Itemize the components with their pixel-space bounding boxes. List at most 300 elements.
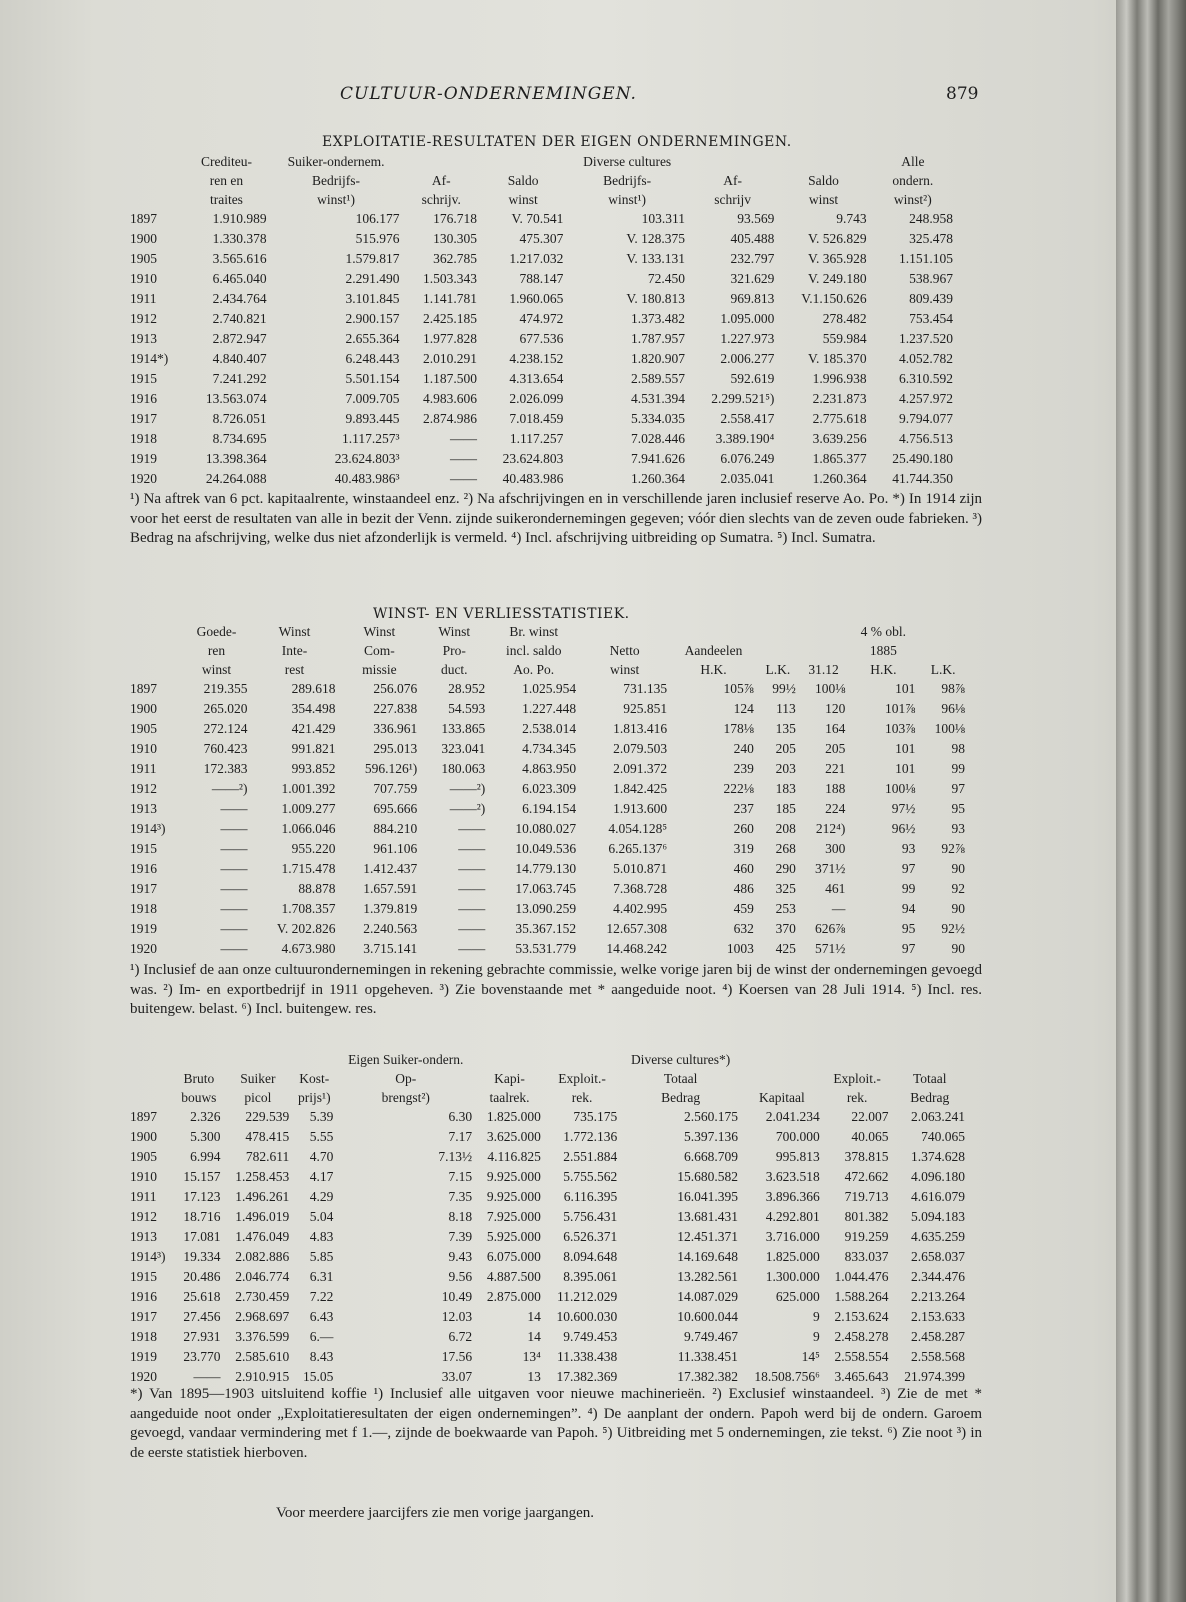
table-cell: 90: [951, 941, 965, 956]
year-cell: 1900: [130, 1129, 157, 1144]
table-cell: 6.248.443: [345, 351, 400, 366]
table-cell: 2.585.610: [235, 1349, 290, 1364]
table-cell: ——: [193, 1369, 221, 1384]
table-cell: ——: [220, 881, 248, 896]
column-header: [174, 1052, 223, 1071]
column-header: Diverse cultures*): [630, 1052, 731, 1067]
table-cell: 6.43: [309, 1309, 334, 1324]
table-cell: 4.29: [309, 1189, 334, 1204]
table-cell: 98: [951, 741, 965, 756]
table-cell: 10.600.030: [556, 1309, 618, 1324]
table-cell: 4.70: [309, 1149, 334, 1164]
table-cell: 103⅞: [884, 721, 916, 736]
year-cell: 1918: [130, 431, 157, 446]
table-cell: 4.402.995: [613, 901, 668, 916]
table-cell: 6.—: [309, 1329, 334, 1344]
table-cell: ——: [458, 861, 486, 876]
table-row: [130, 1269, 968, 1289]
column-header: [757, 624, 799, 643]
table-cell: 4.052.782: [899, 351, 953, 366]
table-cell: 9.43: [448, 1249, 473, 1264]
table-cell: 13.090.259: [515, 901, 577, 916]
table-cell: 41.744.350: [892, 471, 953, 486]
table-cell: 289.618: [291, 681, 336, 696]
table-cell: 9.893.445: [345, 411, 400, 426]
table-cell: 25.490.180: [892, 451, 953, 466]
column-header: winst: [808, 192, 839, 207]
table-cell: 336.961: [373, 721, 418, 736]
table-cell: 103.311: [641, 211, 685, 226]
table-cell: 969.813: [730, 291, 775, 306]
table-cell: 1.187.500: [423, 371, 478, 386]
year-cell: 1919: [130, 1349, 157, 1364]
table-cell: 5.85: [309, 1249, 334, 1264]
table-cell: 9: [813, 1329, 820, 1344]
table-cell: 2.875.000: [486, 1289, 541, 1304]
table-cell: 1.117.257: [509, 431, 564, 446]
table-cell: 40.483.986³: [334, 471, 400, 486]
table-cell: 1003: [726, 941, 754, 956]
column-header: Kapi-: [494, 1071, 525, 1086]
table-cell: 425: [775, 941, 796, 956]
table-cell: 7.39: [448, 1229, 473, 1244]
table-cell: 124: [733, 701, 754, 716]
table-cell: 13: [527, 1369, 541, 1384]
table-row: [130, 1169, 968, 1189]
year-cell: 1920: [130, 1369, 157, 1384]
column-header: [130, 643, 183, 662]
table-cell: 4.313.654: [509, 371, 564, 386]
table-cell: 176.718: [433, 211, 478, 226]
year-cell: 1913: [130, 331, 157, 346]
table-cell: 1.260.364: [812, 471, 867, 486]
table-cell: 2.589.557: [630, 371, 685, 386]
table-cell: 227.838: [373, 701, 418, 716]
column-header: H.K.: [700, 662, 727, 677]
table-cell: 596.126¹): [364, 761, 418, 776]
table-row: [130, 1129, 968, 1149]
header-row: [130, 173, 956, 192]
table-cell: 23.624.803: [502, 451, 564, 466]
table-cell: 459: [733, 901, 754, 916]
table-cell: 991.821: [291, 741, 336, 756]
table-cell: 405.488: [730, 231, 775, 246]
table-cell: V.1.150.626: [801, 291, 867, 306]
table-cell: 265.020: [203, 701, 248, 716]
table-cell: 486: [733, 881, 754, 896]
year-cell: 1900: [130, 701, 157, 716]
table-cell: 11.338.451: [677, 1349, 738, 1364]
table-cell: 20.486: [183, 1269, 221, 1284]
year-cell: 1912: [130, 1209, 157, 1224]
table-cell: 2.291.490: [345, 271, 400, 286]
page-edge: [1116, 0, 1186, 1602]
table-cell: 100⅛: [884, 781, 916, 796]
table-cell: 2.658.037: [911, 1249, 965, 1264]
table-cell: 2.730.459: [235, 1289, 290, 1304]
table-cell: 4.673.980: [281, 941, 336, 956]
table-cell: 92⅞: [941, 841, 965, 856]
table-cell: 239: [733, 761, 754, 776]
table-cell: 13.681.431: [677, 1209, 738, 1224]
column-header: [688, 154, 777, 173]
table-row: [130, 781, 968, 801]
table-cell: 833.037: [844, 1249, 889, 1264]
column-header: Op-: [395, 1071, 417, 1086]
column-header: Winst: [438, 624, 471, 639]
table-cell: 919.259: [844, 1229, 889, 1244]
table-cell: 884.210: [373, 821, 418, 836]
table-cell: 2.153.624: [834, 1309, 889, 1324]
column-header: Goede-: [196, 624, 237, 639]
table-cell: ——: [220, 821, 248, 836]
column-header: Exploit.-: [558, 1071, 606, 1086]
sugar-enterprises-table: [130, 1052, 968, 1389]
column-header: [480, 154, 566, 173]
column-header: Totaal: [912, 1071, 947, 1086]
column-header: Exploit.-: [833, 1071, 881, 1086]
table-cell: 5.755.562: [563, 1169, 618, 1184]
table-cell: 222⅛: [723, 781, 754, 796]
table-cell: 1.825.000: [765, 1249, 820, 1264]
table-cell: 224: [825, 801, 846, 816]
table-cell: 133.865: [441, 721, 486, 736]
table-cell: 2.344.476: [911, 1269, 965, 1284]
table-cell: 2.551.884: [563, 1149, 618, 1164]
year-cell: 1913: [130, 1229, 157, 1244]
table-cell: 4.840.407: [212, 351, 267, 366]
column-header: 31.12: [808, 662, 839, 677]
column-header: Bedrag: [910, 1090, 950, 1105]
table-cell: 1.095.000: [720, 311, 775, 326]
table-cell: 2.240.563: [363, 921, 418, 936]
column-header: [130, 662, 183, 681]
table-cell: 6.30: [448, 1109, 473, 1124]
table-cell: 2.213.264: [911, 1289, 965, 1304]
column-header: Alle: [901, 154, 925, 169]
table-cell: 24.264.088: [205, 471, 267, 486]
column-header: [130, 1052, 174, 1071]
table-row: [130, 1189, 968, 1209]
table-cell: 592.619: [730, 371, 775, 386]
table-cell: 5.04: [309, 1209, 334, 1224]
table-cell: ——²): [211, 781, 248, 796]
table-cell: 10.49: [441, 1289, 473, 1304]
table-cell: 1.787.957: [630, 331, 685, 346]
column-header: Suiker: [240, 1071, 276, 1086]
year-cell: 1918: [130, 901, 157, 916]
table-cell: 2.425.185: [423, 311, 478, 326]
table-cell: 17.123: [183, 1189, 221, 1204]
table-row: [130, 1109, 968, 1129]
table-cell: ——: [220, 801, 248, 816]
column-header: Bedrijfs-: [312, 173, 361, 188]
column-header: 4 % obl.: [860, 624, 907, 639]
table-cell: 240: [733, 741, 754, 756]
table-cell: 219.355: [203, 681, 248, 696]
table-cell: 95: [901, 921, 916, 936]
table-cell: 735.175: [573, 1109, 618, 1124]
table-cell: 1.496.019: [235, 1209, 290, 1224]
table-cell: 6.994: [190, 1149, 221, 1164]
table-cell: 23.770: [183, 1349, 221, 1364]
table-cell: 1.503.343: [423, 271, 478, 286]
table-row: [130, 431, 956, 451]
table-cell: 6.194.154: [522, 801, 577, 816]
table1-title: EXPLOITATIE-RESULTATEN DER EIGEN ONDERNEMINGEN.: [322, 134, 792, 150]
year-cell: 1905: [130, 1149, 157, 1164]
column-header: [475, 1052, 544, 1071]
table-cell: 1.217.032: [509, 251, 564, 266]
column-header: [918, 624, 968, 643]
column-header: Winst: [363, 624, 396, 639]
year-cell: 1916: [130, 1289, 157, 1304]
table-cell: 8.726.051: [212, 411, 267, 426]
table-row: [130, 1229, 968, 1249]
table-cell: 99: [901, 881, 916, 896]
table-cell: 101: [895, 681, 916, 696]
table-row: [130, 1209, 968, 1229]
column-header: [891, 1052, 968, 1071]
year-cell: 1916: [130, 861, 157, 876]
year-cell: 1905: [130, 251, 157, 266]
table-cell: 5.010.871: [613, 861, 668, 876]
column-header: [799, 624, 849, 643]
table-cell: 1.825.000: [486, 1109, 541, 1124]
year-cell: 1920: [130, 941, 157, 956]
table-row: [130, 411, 956, 431]
table-cell: 475.307: [519, 231, 564, 246]
column-header: Crediteu-: [200, 154, 252, 169]
table-cell: 3.896.366: [765, 1189, 820, 1204]
table-cell: —: [831, 901, 846, 916]
column-header: Bruto: [183, 1071, 215, 1086]
column-header: winst¹): [317, 192, 355, 207]
table-cell: 7.15: [448, 1169, 473, 1184]
year-cell: 1914³): [130, 821, 166, 836]
table-cell: 7.925.000: [486, 1209, 541, 1224]
table-cell: 1.044.476: [834, 1269, 889, 1284]
table-cell: V. 180.813: [626, 291, 685, 306]
table-row: [130, 1329, 968, 1349]
table-cell: 295.013: [373, 741, 418, 756]
table2-footnotes: ¹) Inclusief de aan onze cultuurondernemingen in rekening gebrachte commissie, welke vorige jaren bij de winst der ondernemingen gevoegd was. ²) Im- en exportbedrijf in 1911 opgeheven. ³) Zie bovenstaande met * aangeduide noot. ⁴) Koersen van 28 Juli 1914. ⁵) Incl. res. buitengew. belast. ⁶) Incl. buitengew. res.: [130, 962, 982, 1018]
table-cell: 105⅞: [723, 681, 754, 696]
column-header: L.K.: [765, 662, 791, 677]
table-cell: 14.087.029: [677, 1289, 738, 1304]
table-cell: 323.041: [441, 741, 486, 756]
column-header: missie: [362, 662, 397, 677]
table-cell: 2.046.774: [235, 1269, 290, 1284]
column-header: Pro-: [442, 643, 466, 658]
table-cell: 27.931: [183, 1329, 221, 1344]
table-cell: 97½: [891, 801, 916, 816]
table-cell: 515.976: [355, 231, 400, 246]
table-cell: 1.977.828: [423, 331, 478, 346]
table-row: [130, 1249, 968, 1269]
table-cell: 2.026.099: [509, 391, 564, 406]
table-cell: 3.623.518: [765, 1169, 820, 1184]
table-cell: 6.310.592: [899, 371, 953, 386]
table-cell: V. 185.370: [808, 351, 867, 366]
table-cell: ——: [458, 921, 486, 936]
column-header: Af-: [723, 173, 743, 188]
table-cell: 1.379.819: [363, 901, 418, 916]
column-header: [224, 1052, 293, 1071]
column-header: [130, 1090, 174, 1109]
table-cell: ——²): [449, 781, 486, 796]
table-cell: 4.83: [309, 1229, 334, 1244]
column-header: [130, 624, 183, 643]
year-cell: 1911: [130, 761, 157, 776]
table-row: [130, 371, 956, 391]
table-cell: 2.153.633: [911, 1309, 965, 1324]
table-cell: 183: [775, 781, 796, 796]
column-header: ondern.: [892, 173, 934, 188]
table-cell: 731.135: [623, 681, 668, 696]
year-cell: 1912: [130, 311, 157, 326]
table-cell: 28.952: [448, 681, 486, 696]
column-header: winst: [201, 662, 232, 677]
table-cell: 93: [901, 841, 916, 856]
table-cell: 5.55: [309, 1129, 334, 1144]
table-cell: 9.749.467: [683, 1329, 738, 1344]
table-cell: 8.18: [448, 1209, 473, 1224]
table-cell: 6.023.309: [522, 781, 577, 796]
table-cell: 97: [901, 861, 916, 876]
table-cell: 2.900.157: [345, 311, 400, 326]
table-cell: 94: [901, 901, 916, 916]
table-cell: 955.220: [291, 841, 336, 856]
header-row: [130, 662, 968, 681]
table-cell: ——: [220, 941, 248, 956]
table-cell: 801.382: [844, 1209, 889, 1224]
table-cell: 6.116.395: [563, 1189, 618, 1204]
table-cell: 538.967: [909, 271, 953, 286]
table-cell: 2.775.618: [812, 411, 867, 426]
column-header: Bedrag: [661, 1090, 701, 1105]
column-header: brengst²): [381, 1090, 430, 1105]
table-cell: 53.531.779: [515, 941, 577, 956]
year-cell: 1911: [130, 1189, 157, 1204]
table-cell: 5.39: [309, 1109, 334, 1124]
table-row: [130, 391, 956, 411]
table-cell: 93.569: [737, 211, 775, 226]
table-cell: 2.091.372: [613, 761, 668, 776]
column-header: Totaal: [663, 1071, 698, 1086]
table-cell: 229.539: [245, 1109, 290, 1124]
table-cell: 15.680.582: [677, 1169, 738, 1184]
table-cell: ——: [458, 881, 486, 896]
table-cell: 1.772.136: [563, 1129, 618, 1144]
table-cell: ——: [450, 471, 478, 486]
table-cell: 1.237.520: [899, 331, 953, 346]
table-cell: ——²): [449, 801, 486, 816]
exploitation-results-table: [130, 154, 956, 491]
table-cell: 3.376.599: [235, 1329, 290, 1344]
table-cell: 677.536: [519, 331, 564, 346]
column-header: bouws: [181, 1090, 217, 1105]
table-cell: 1.374.628: [911, 1149, 965, 1164]
table-cell: 7.009.705: [345, 391, 400, 406]
table-cell: 6.265.137⁶: [608, 841, 668, 856]
table-cell: 14: [527, 1329, 541, 1344]
table-cell: 10.049.536: [515, 841, 577, 856]
table3-footnotes: *) Van 1895—1903 uitsluitend koffie ¹) Inclusief alle uitgaven voor nieuwe machinerieën. ²) Exclusief winstaandeel. ³) Zie de met * aangeduide noot onder „Exploitatieresultaten der eigen ondernemingen”. ⁴) De aanplant der ondern. Papoh werd bij de ondern. Garoem gevoegd, vandaar vermindering met f 1.—, zijnde de boekwaarde van Papoh. ⁵) Uitbreiding met 5 ondernemingen, zie tekst. ⁶) Zie noot ³) in de eerste statistiek hierboven.: [130, 1386, 982, 1461]
table-cell: 92: [951, 881, 965, 896]
table-cell: 14⁵: [801, 1349, 820, 1364]
table-cell: 2.558.554: [834, 1349, 889, 1364]
table-cell: 14: [527, 1309, 541, 1324]
column-header: rek.: [571, 1090, 593, 1105]
table-cell: 719.713: [844, 1189, 889, 1204]
column-header: [292, 1052, 336, 1071]
table-cell: 1.960.065: [509, 291, 564, 306]
table-cell: 90: [951, 901, 965, 916]
year-cell: 1916: [130, 391, 157, 406]
column-header: schrijv: [714, 192, 752, 207]
table-cell: 6.075.000: [486, 1249, 541, 1264]
table-cell: 2.434.764: [212, 291, 267, 306]
table-cell: 15.05: [302, 1369, 334, 1384]
table-cell: 7.941.626: [630, 451, 685, 466]
table-cell: 16.041.395: [677, 1189, 738, 1204]
column-header: rest: [284, 662, 305, 677]
table-cell: 4.17: [309, 1169, 334, 1184]
table-cell: 5.756.431: [563, 1209, 618, 1224]
column-header: Saldo: [507, 173, 539, 188]
table-cell: 203: [775, 761, 796, 776]
table-cell: 27.456: [183, 1309, 221, 1324]
table-cell: 4.983.606: [423, 391, 478, 406]
table-cell: 7.35: [448, 1189, 473, 1204]
column-header: [823, 1052, 892, 1071]
table-cell: 2.063.241: [911, 1109, 965, 1124]
year-cell: 1897: [130, 681, 157, 696]
table-cell: 72.450: [647, 271, 685, 286]
table-cell: 290: [775, 861, 796, 876]
table-cell: 22.007: [851, 1109, 889, 1124]
table-cell: 3.716.000: [765, 1229, 820, 1244]
column-header: traites: [209, 192, 243, 207]
table-row: [130, 1149, 968, 1169]
year-cell: 1900: [130, 231, 157, 246]
column-header: taalrek.: [489, 1090, 530, 1105]
year-cell: 1913: [130, 801, 157, 816]
year-cell: 1920: [130, 471, 157, 486]
table-cell: ——: [220, 861, 248, 876]
table-cell: 92½: [941, 921, 965, 936]
column-header: Ao. Po.: [513, 662, 555, 677]
table-cell: 21.974.399: [904, 1369, 965, 1384]
table-cell: 478.415: [245, 1129, 290, 1144]
table-cell: 2.910.915: [235, 1369, 290, 1384]
table-cell: 13.563.074: [205, 391, 267, 406]
year-cell: 1910: [130, 1169, 157, 1184]
running-header: CULTUUR-ONDERNEMINGEN.: [340, 84, 637, 104]
table-cell: 98⅞: [941, 681, 965, 696]
table-cell: 268: [775, 841, 796, 856]
table-cell: 205: [825, 741, 846, 756]
table-cell: 461: [825, 881, 846, 896]
table-cell: 4.756.513: [899, 431, 953, 446]
table-cell: 2.082.886: [235, 1249, 290, 1264]
table-cell: 7.241.292: [212, 371, 267, 386]
table-cell: 1.865.377: [812, 451, 867, 466]
table-cell: 5.300: [190, 1129, 221, 1144]
table-cell: 18.508.756⁶: [754, 1369, 820, 1384]
table-row: [130, 761, 968, 781]
